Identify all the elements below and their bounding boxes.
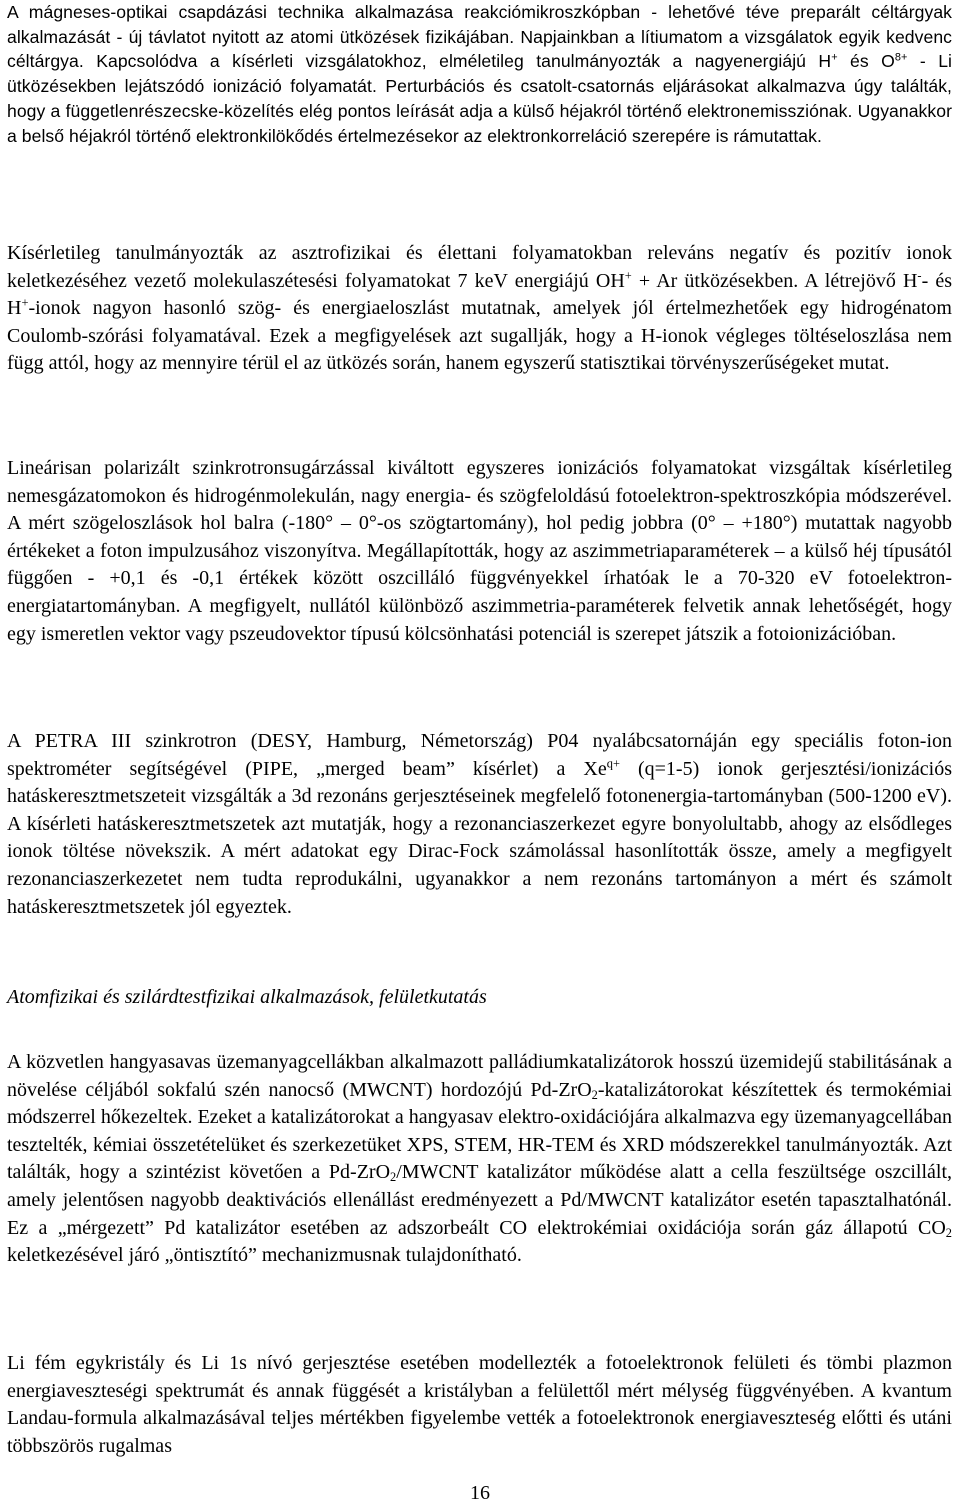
paragraph-text-run: Kísérletileg tanulmányozták az asztrofizikai és élettani folyamatokban releváns negatív és pozitív ionok keletkezéséhez vezető molekulaszétesési folyamatokat 7 keV energiájú OH — [7, 242, 952, 292]
paragraph-text-run: Li fém egykristály és Li 1s nívó gerjesztése esetében modellezték a fotoelektronok felületi és tömbi plazmon energiaveszteségi spektrumát és annak függését a kristályban a felülettől mért mélység függvényében. A kvantum Landau-formula alkalmazásával teljes mértékben figyelembe vették a fotoelektronok energiaveszteség előtti és utáni többszörös rugalmas — [7, 1352, 952, 1457]
paragraph-1 — [7, 0, 952, 148]
paragraph-4 — [7, 728, 952, 921]
paragraph-text-run: + — [624, 267, 632, 282]
paragraph-text-run: Lineárisan polarizált szinkrotronsugárzással kiváltott egyszeres ionizációs folyamatokat vizsgáltak kísérletileg nemesgázatomokon és hidrogénmolekulán, nagy energia- és szögfeloldású fotoelektron-spektroszkópia módszerével. A mért szögeloszlások hol balra (-180° – 0°-os szögtartomány), hol pedig jobbra (0° – +180°) mutattak nagyobb értékeket a foton impulzusához viszonyítva. Megállapították, hogy az aszimmetriaparaméterek – a külső héj típusától függően - +0,1 és -0,1 értékek között oszcilláló függvényekkel írhatóak le a 70-320 eV fotoelektron-energiatartományban. A megfigyelt, nullától különböző aszimmetria-paraméterek felvetik annak lehetőségét, hogy egy ismeretlen vektor vagy pszeudovektor típusú kölcsönhatási potenciál is szerepet játszik a fotoionizációban. — [7, 457, 952, 645]
paragraph-text-run: (q=1-5) ionok gerjesztési/ionizációs hatáskeresztmetszeteit vizsgálták a 3d rezonáns gerjesztéseinek megfelelő fotonenergia-tartományban (500-1200 eV). A kísérleti hatáskeresztmetszetek azt mutatják, hogy a rezonanciaszerkezet egyre bonyolultabb, ahogy az elsődleges ionok töltése növekszik. A mért adatokat egy Dirac-Fock számolással hasonlították össze, amely a megfigyelt rezonanciaszerkezetet nem tudta reprodukálni, ugyanakkor a nem rezonáns tartományon a mért és számolt hatáskeresztmetszetek jól egyeztek. — [7, 757, 952, 918]
paragraph-6 — [7, 1350, 952, 1460]
paragraph-text-run: és O — [837, 51, 895, 72]
paragraph-text-run: - Li ütközésekben lejátszódó ionizáció folyamatát. Perturbációs és csatolt-csatornás eljárásokat alkalmazva úgy találták, hogy a függetlenrészecske-közelítés elég pontos leírását adja a külső héjakról történő elektronemissziónak. Ugyanakkor a belső héjakról történő elektronkilökődés értelmezésekor az elektronkorreláció szerepére is rámutattak. — [7, 51, 952, 146]
paragraph-text-run: 2 — [390, 1170, 397, 1185]
paragraph-text-run: /MWCNT katalizátor működése alatt a cella feszültsége oszcillált, amely jelentősen nagyobb deaktivációs ellenállást eredményezett a Pd/MWCNT katalizátor esetén tapasztalhatónál. Ez a „mérgezett” Pd katalizátor esetében az adszorbeált CO elektrokémiai oxidációja során gáz állapotú CO — [7, 1161, 953, 1239]
paragraph-text-run: - és H — [7, 269, 953, 320]
paragraph-text-run: 2 — [945, 1225, 952, 1240]
page-number: 16 — [470, 1482, 490, 1504]
paragraph-text-run: -ionok nagyon hasonló szög- és energiaeloszlást mutatnak, amelyek jól értelmezhetőek egy hidrogénatom Coulomb-szórási folyamatával. Ezek a megfigyelések azt sugallják, hogy a H-ionok végleges töltéseloszlása nem függ attól, hogy az mennyire térül el az ütközés során, hanem egyszerű statisztikai törvényszerűségeket mutat. — [7, 297, 952, 375]
paragraph-text-run: - — [917, 267, 922, 282]
paragraph-2 — [7, 240, 952, 378]
paragraph-text-run: + — [831, 51, 838, 64]
paragraph-text-run: + Ar ütközésekben. A létrejövő H — [631, 269, 918, 292]
paragraph-text-run: -katalizátorokat készítettek és termokémiai módszerrel hőkezeltek. Ezeket a katalizátorokat a hangyasav elektro-oxidációjára alkalmazva egy üzemanyagcellában tesztelték, kémiai összetételüket és szerkezetüket XPS, STEM, HR-TEM és XRD módszerekkel tanulmányozták. Azt találták, hogy a szintézist követően a Pd-ZrO — [7, 1078, 952, 1184]
paragraph-text-run: q+ — [606, 755, 620, 770]
paragraph-text-run: 2 — [591, 1087, 598, 1102]
section-heading: Atomfizikai és szilárdtestfizikai alkalmazások, felületkutatás — [7, 986, 487, 1008]
paragraph-text-run: 8+ — [894, 51, 908, 64]
paragraph-5 — [7, 1049, 952, 1270]
paragraph-text-run: A PETRA III szinkrotron (DESY, Hamburg, Németország) P04 nyalábcsatornáján egy speciális foton-ion spektrométer segítségével (PIPE, „merged beam” kísérlet) a Xe — [7, 730, 952, 780]
paragraph-text-run: A mágneses-optikai csapdázási technika alkalmazása reakciómikroszkópban - lehetővé téve preparált céltárgyak alkalmazását - új távlatot nyitott az atomi ütközések fizikájában. Napjainkban a lítiumatom a vizsgálatok egyik kedvenc céltárgya. Kapcsolódva a kísérleti vizsgálatokhoz, elméletileg tanulmányozták a nagyenergiájú H — [7, 2, 952, 72]
paragraph-text-run: + — [21, 295, 29, 310]
paragraph-text-run: keletkezésével járó „öntisztító” mechanizmusnak tulajdonítható. — [7, 1244, 522, 1267]
paragraph-text-run: A közvetlen hangyasavas üzemanyagcellákban alkalmazott palládiumkatalizátorok hosszú üzemidejű stabilitásának a növelése céljából sokfalú szén nanocső (MWCNT) hordozójú Pd-ZrO — [7, 1051, 952, 1101]
paragraph-3 — [7, 455, 952, 648]
